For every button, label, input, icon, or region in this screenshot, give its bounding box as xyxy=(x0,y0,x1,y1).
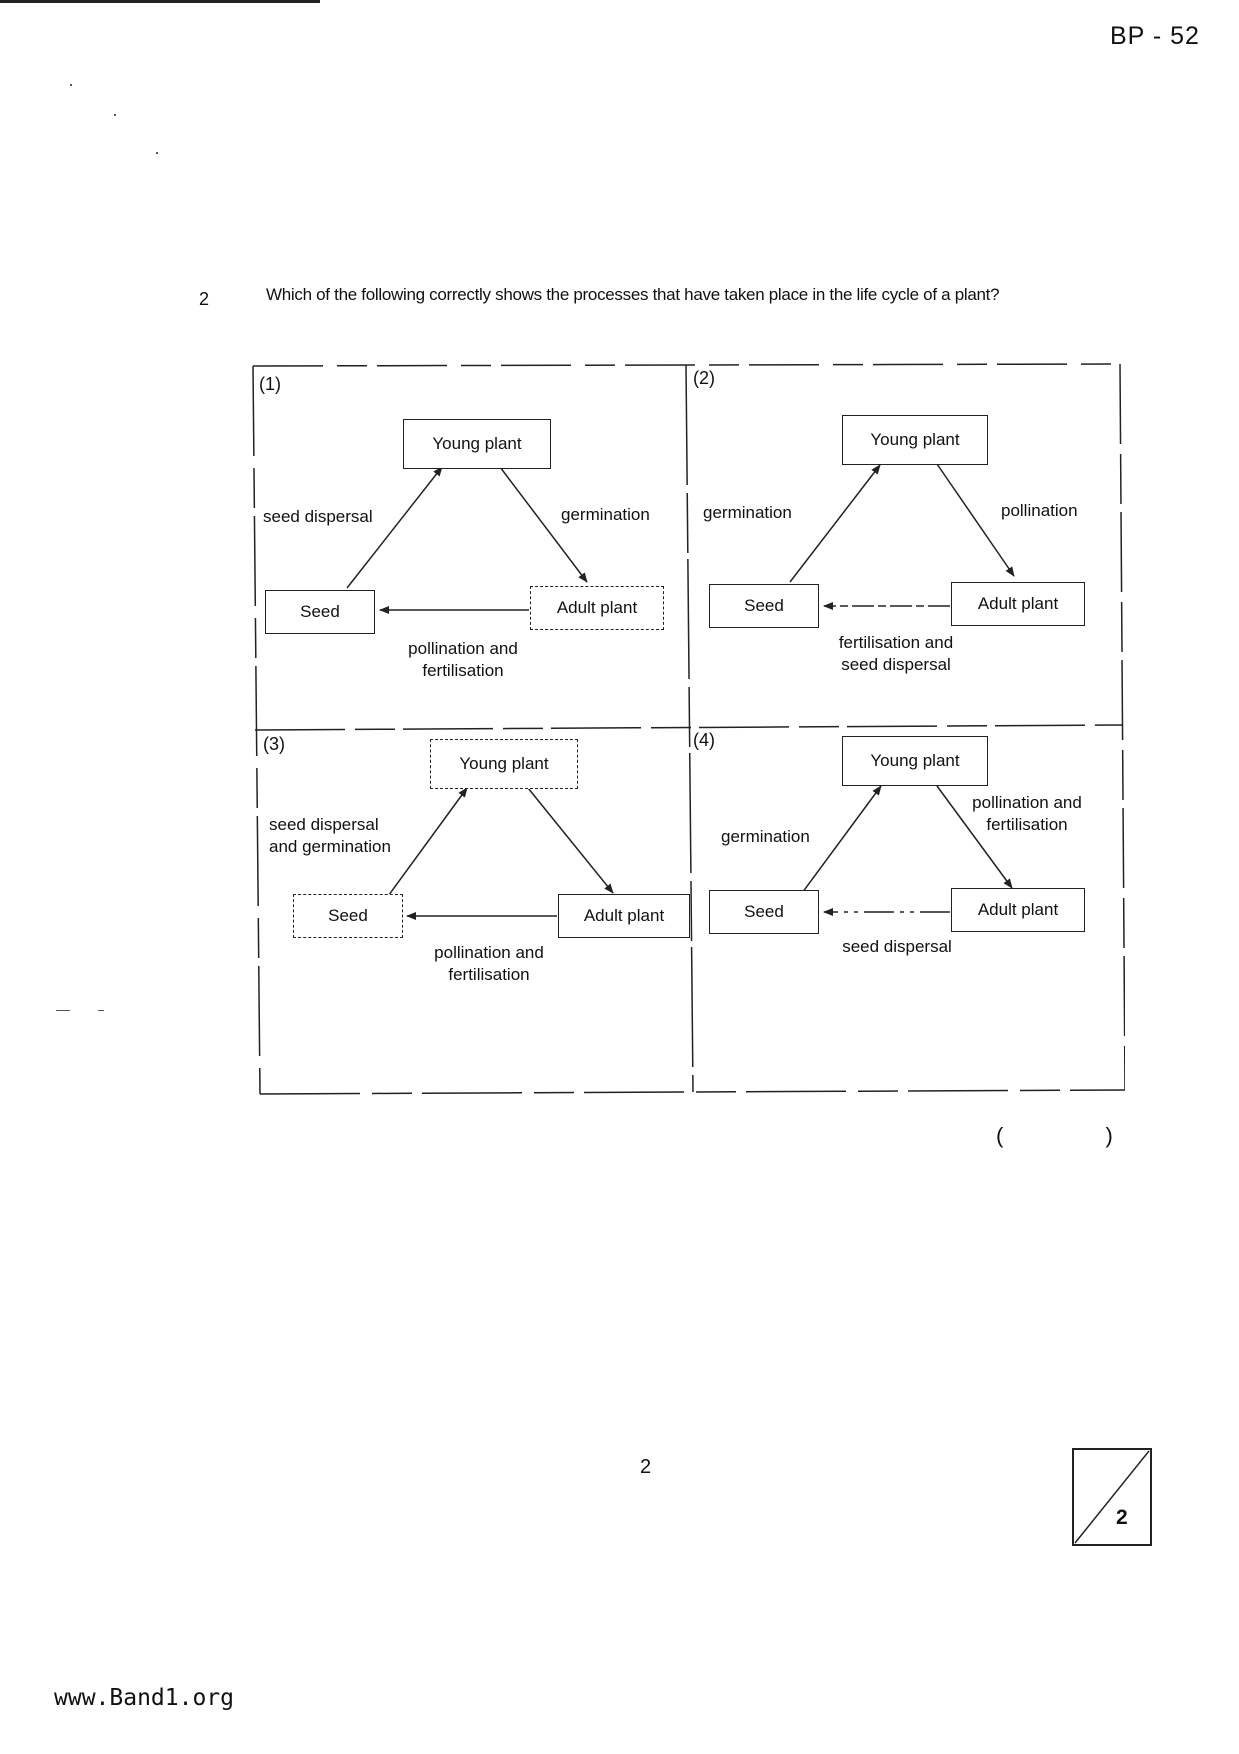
question-number: 2 xyxy=(199,289,210,309)
edge-label-line: and germination xyxy=(269,837,391,856)
page-number: 2 xyxy=(640,1456,652,1478)
edge-label: germination xyxy=(721,827,810,846)
young-plant-node: Young plant xyxy=(430,739,578,789)
edge-label: seed dispersal xyxy=(263,507,373,526)
scan-speck xyxy=(70,84,72,86)
scan-speck xyxy=(56,1010,70,1011)
scan-speck xyxy=(98,1010,104,1011)
edge-label xyxy=(419,942,559,986)
mark-box xyxy=(1072,1448,1152,1546)
edge-label: pollination xyxy=(1001,501,1078,520)
edge-label-line: fertilisation and xyxy=(838,633,954,652)
edge-label-line: pollination and xyxy=(972,793,1082,812)
question-text: Which of the following correctly shows the processes that have taken place in the life cycle of a plant? xyxy=(266,285,1000,304)
edge-label-line: pollination and xyxy=(408,639,518,658)
seed-node: Seed xyxy=(709,890,819,934)
option-4-panel xyxy=(687,728,1125,1098)
option-label: (4) xyxy=(693,730,715,750)
seed-node: Seed xyxy=(293,894,403,938)
edge-label xyxy=(269,814,391,858)
adult-plant-node: Adult plant xyxy=(558,894,690,938)
adult-plant-node: Adult plant xyxy=(951,582,1085,626)
edge-label-line: fertilisation xyxy=(986,815,1068,834)
top-rule xyxy=(0,0,320,3)
edge-label: seed dispersal xyxy=(842,937,952,956)
option-label: (3) xyxy=(263,734,285,754)
option-label: (2) xyxy=(693,368,715,388)
edge-label xyxy=(821,632,971,676)
edge-label-line: fertilisation xyxy=(448,965,530,984)
adult-plant-node: Adult plant xyxy=(530,586,664,630)
edge-label-line: seed dispersal xyxy=(841,655,951,674)
young-plant-node: Young plant xyxy=(842,415,988,465)
seed-node: Seed xyxy=(709,584,819,628)
edge-label-line: seed dispersal xyxy=(269,815,379,834)
option-1-panel xyxy=(245,360,687,728)
edge-label-line: fertilisation xyxy=(422,661,504,680)
edge-label xyxy=(955,792,1099,836)
footer-watermark: www.Band1.org xyxy=(54,1685,235,1711)
adult-plant-node: Adult plant xyxy=(951,888,1085,932)
mark-box-value: 2 xyxy=(1116,1506,1128,1529)
life-cycle-diagram-grid xyxy=(245,360,1125,1100)
scan-speck xyxy=(156,152,158,154)
edge-label: germination xyxy=(561,505,650,524)
answer-brackets[interactable]: ( ) xyxy=(996,1123,1161,1148)
edge-label xyxy=(393,638,533,682)
scan-speck xyxy=(114,114,116,116)
young-plant-node: Young plant xyxy=(403,419,551,469)
edge-label-line: pollination and xyxy=(434,943,544,962)
option-3-panel xyxy=(245,728,687,1098)
seed-node: Seed xyxy=(265,590,375,634)
young-plant-node: Young plant xyxy=(842,736,988,786)
paper-code: BP - 52 xyxy=(1110,22,1200,50)
option-2-panel xyxy=(687,360,1125,728)
edge-label: germination xyxy=(703,503,792,522)
option-label: (1) xyxy=(259,374,281,394)
